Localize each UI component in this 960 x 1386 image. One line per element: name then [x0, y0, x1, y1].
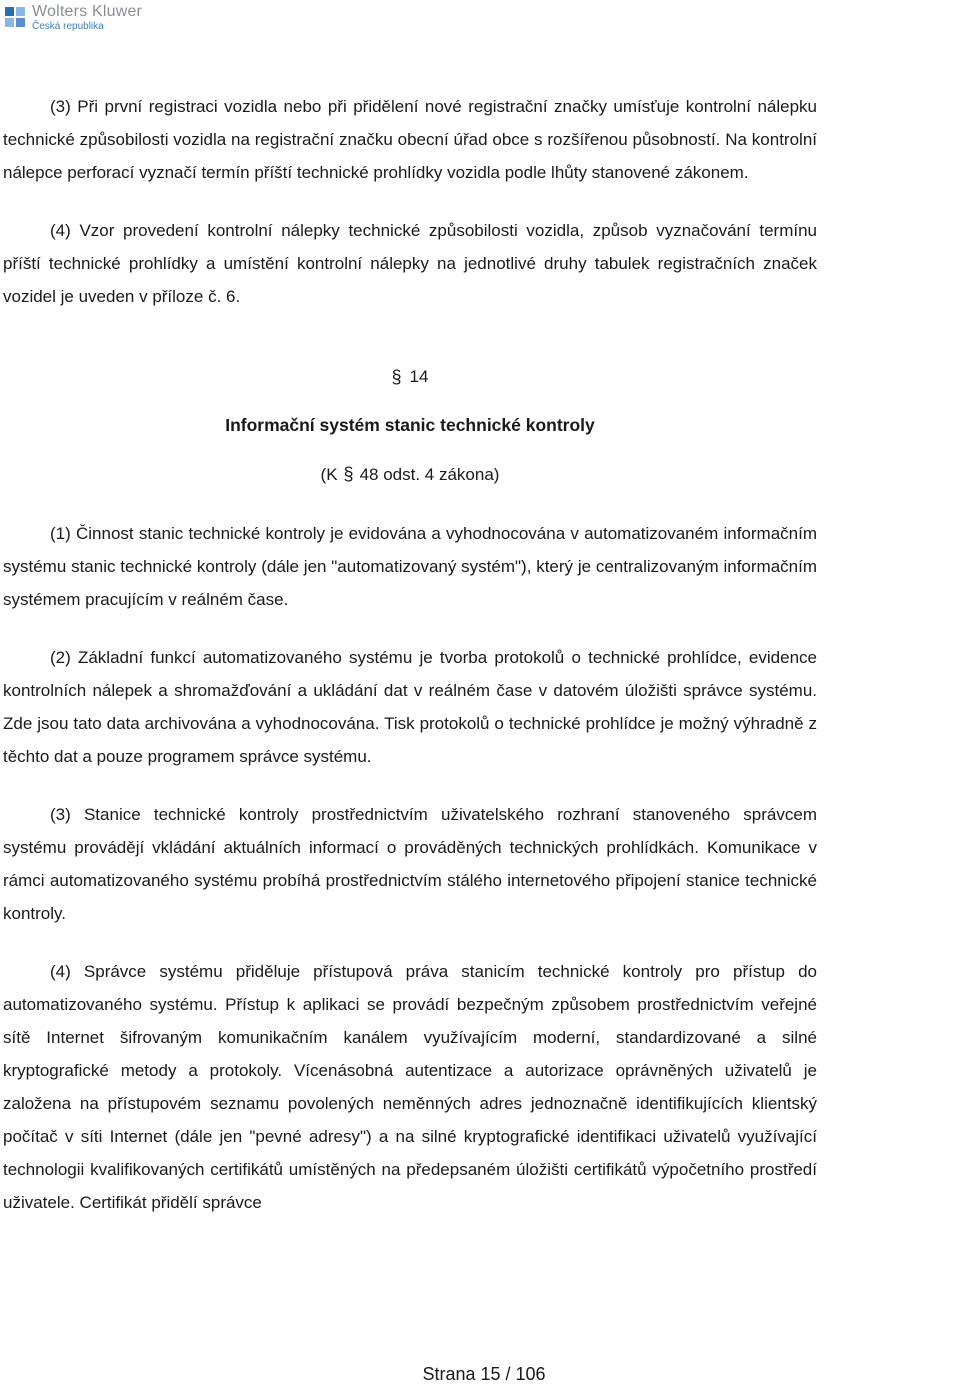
wolters-kluwer-logo-icon	[4, 6, 28, 30]
section-paragraph-3: (3) Stanice technické kontroly prostřednictvím uživatelského rozhraní stanoveného správcem systému provádějí vkládání aktuálních informací o prováděných technických prohlídkách. Komunikace v rámci automatizovaného systému probíhá prostřednictvím stálého internetového připojení stanice technické kontroly.	[3, 805, 817, 923]
page-number: Strana 15 / 106	[422, 1364, 546, 1384]
section-sign: §	[391, 367, 402, 387]
section-paragraph-2: (2) Základní funkcí automatizovaného systému je tvorba protokolů o technické prohlídce, evidence kontrolních nálepek a shromažďování a ukládání dat v reálném čase v datovém úložišti správce systému. Zde jsou tato data archivována a vyhodnocována. Tisk protokolů o technické prohlídce je možný výhradně z těchto dat a pouze programem správce systému.	[3, 648, 817, 766]
paragraph-4: (4) Vzor provedení kontrolní nálepky technické způsobilosti vozidla, způsob vyznačování termínu příští technické prohlídky a umístění kontrolní nálepky na jednotlivé druhy tabulek registračních značek vozidel je uveden v příloze č. 6.	[3, 221, 817, 306]
section-reference	[3, 462, 817, 487]
section-number	[3, 365, 817, 389]
document-body	[3, 90, 817, 1244]
logo-mark-graphic	[4, 6, 28, 30]
section-ref-sign: §	[343, 464, 354, 484]
section-title: Informační systém stanic technické kontroly	[225, 415, 595, 435]
section-heading	[3, 365, 817, 487]
brand-name: Wolters Kluwer	[32, 3, 143, 20]
section-ref-suffix: 48 odst. 4 zákona)	[359, 465, 500, 484]
section-paragraph-4: (4) Správce systému přiděluje přístupová práva stanicím technické kontroly pro přístup do automatizovaného systému. Přístup k aplikaci se provádí bezpečným způsobem prostřednictvím veřejné sítě Internet šifrovaným komunikačním kanálem využívajícím moderní, standardizované a silné kryptografické metody a protokoly. Vícenásobná autentizace a autorizace oprávněných uživatelů je založena na přístupovém seznamu povolených neměnných adres jednoznačně identifikujících klientský počítač v síti Internet (dále jen "pevné adresy") a na silné kryptografické identifikaci uživatelů využívající technologii kvalifikovaných certifikátů umístěných na předepsaném úložišti certifikátů výpočetního prostředí uživatele. Certifikát přidělí správce	[3, 962, 817, 1212]
paragraph-3: (3) Při první registraci vozidla nebo při přidělení nové registrační značky umísťuje kontrolní nálepku technické způsobilosti vozidla na registrační značku obecní úřad obce s rozšířenou působností. Na kontrolní nálepce perforací vyznačí termín příští technické prohlídky vozidla podle lhůty stanovené zákonem.	[3, 97, 817, 182]
publisher-logo	[4, 4, 142, 32]
section-ref-prefix: (K	[320, 465, 338, 484]
section-paragraph-1: (1) Činnost stanic technické kontroly je evidována a vyhodnocována v automatizovaném informačním systému stanic technické kontroly (dále jen "automatizovaný systém"), který je centralizovaným informačním systémem pracujícím v reálném čase.	[3, 524, 817, 609]
brand-subtitle: Česká republika	[32, 21, 104, 32]
section-number-value: 14	[409, 367, 429, 386]
